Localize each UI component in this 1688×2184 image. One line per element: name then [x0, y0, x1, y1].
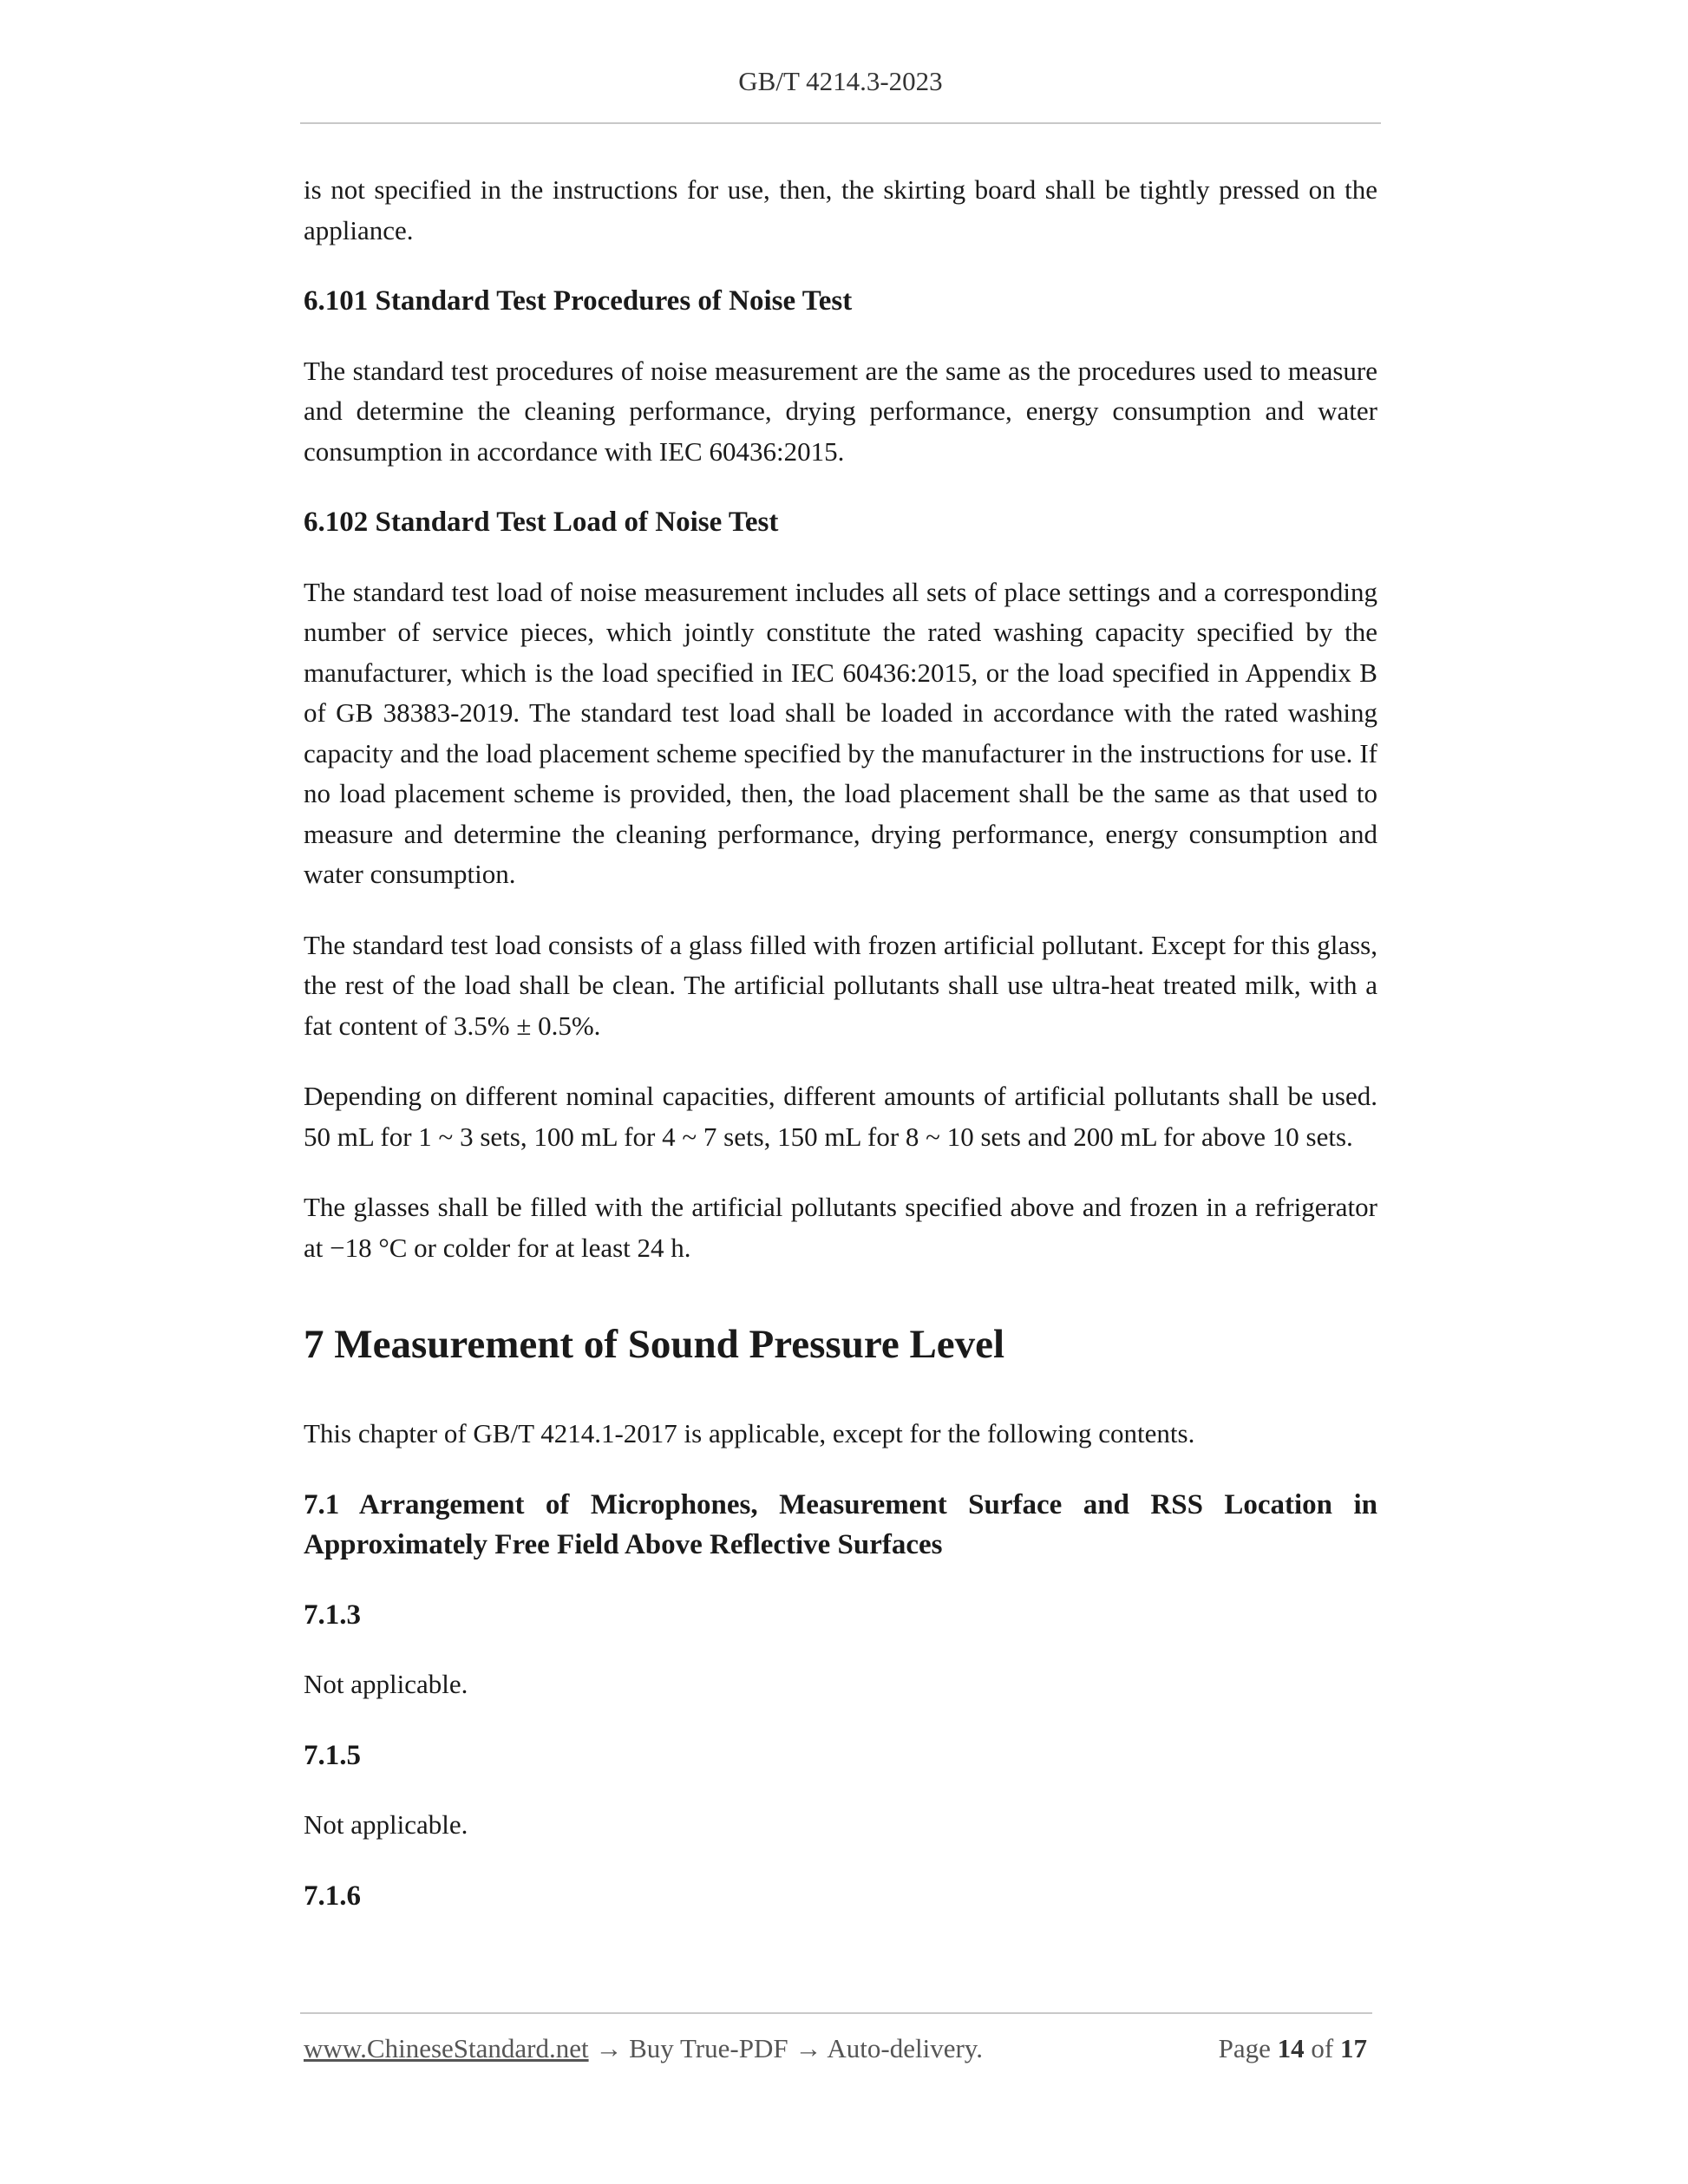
arrow-right-icon: → [595, 2033, 623, 2063]
paragraph-6-102-freezing: The glasses shall be filled with the artificial pollutants specified above and frozen in a refrigerator at −18 °C or colder for at least 24 h. [304, 1192, 1377, 1263]
heading-7-1-5: 7.1.5 [304, 1739, 361, 1771]
page-number [1219, 2033, 1367, 2064]
paragraph-6-101: The standard test procedures of noise measurement are the same as the procedures used to measure and determine the cleaning performance, drying performance, energy consumption and water consumption in accordance with IEC 60436:2015. [304, 355, 1377, 467]
page-label: Page [1218, 2033, 1271, 2063]
header-divider [300, 122, 1381, 124]
page-total: 17 [1340, 2033, 1367, 2063]
heading-7-1: 7.1 Arrangement of Microphones, Measurement Surface and RSS Location in Approximately Free Field Above Reflective Surfaces [304, 1488, 1377, 1560]
heading-chapter-7: 7 Measurement of Sound Pressure Level [304, 1322, 1005, 1367]
document-body [304, 170, 1377, 1945]
heading-6-102: 6.102 Standard Test Load of Noise Test [304, 507, 779, 538]
paragraph-6-102-glass: The standard test load consists of a glass filled with frozen artificial pollutant. Except for this glass, the rest of the load shall be clean. The artificial pollutants shall use ultra-heat treated milk, with a fat content of 3.5% ± 0.5%. [304, 929, 1377, 1041]
paragraph-6-102-amounts: Depending on different nominal capacities, different amounts of artificial pollutants shall be used. 50 mL for 1 ~ 3 sets, 100 mL for 4 ~ 7 sets, 150 mL for 8 ~ 10 sets and 200 mL for above 10 sets. [304, 1081, 1377, 1152]
delivery-text: Auto-delivery. [827, 2033, 984, 2063]
heading-7-1-6: 7.1.6 [304, 1880, 361, 1912]
paragraph-7-1-3: Not applicable. [304, 1669, 468, 1699]
footer-promo [304, 2033, 983, 2064]
page-of: of [1311, 2033, 1334, 2063]
paragraph-6-102-load: The standard test load of noise measurement includes all sets of place settings and a corresponding number of service pieces, which jointly constitute the rated washing capacity specified by the manufacturer, which is the load specified in IEC 60436:2015, or the load specified in Appendix B of GB 38383-2019. The standard test load shall be loaded in accordance with the rated washing capacity and the load placement scheme specified by the manufacturer in the instructions for use. If no load placement scheme is provided, then, the load placement shall be the same as that used to measure and determine the cleaning performance, drying performance, energy consumption and water consumption. [304, 576, 1377, 889]
paragraph-7-1-5: Not applicable. [304, 1809, 468, 1840]
heading-6-101: 6.101 Standard Test Procedures of Noise Test [304, 285, 853, 317]
paragraph-intro-continuation: is not specified in the instructions for use, then, the skirting board shall be tightly pressed on the appliance. [304, 174, 1377, 245]
footer-divider [300, 2012, 1372, 2014]
paragraph-chapter-7: This chapter of GB/T 4214.1-2017 is applicable, except for the following contents. [304, 1418, 1195, 1448]
heading-7-1-3: 7.1.3 [304, 1599, 361, 1631]
arrow-right-icon: → [795, 2033, 822, 2063]
running-header: GB/T 4214.3-2023 [738, 66, 943, 96]
buy-text: Buy True-PDF [629, 2033, 788, 2063]
page-current: 14 [1277, 2033, 1305, 2063]
site-link[interactable]: www.ChineseStandard.net [304, 2033, 589, 2063]
